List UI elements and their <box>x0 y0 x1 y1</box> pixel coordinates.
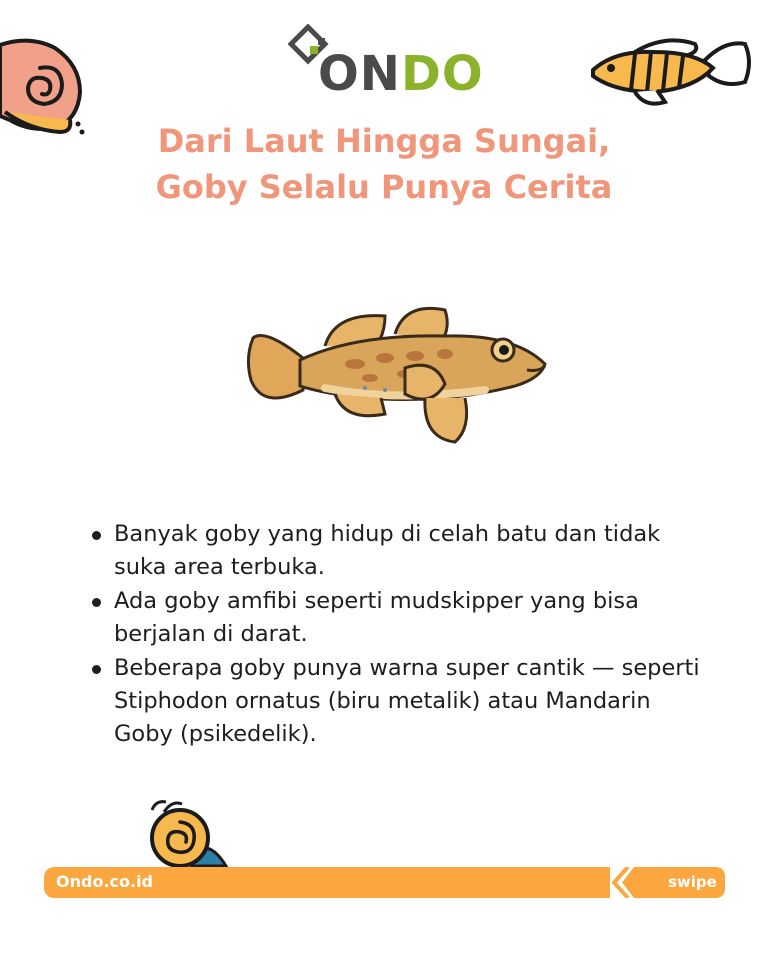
list-item: Ada goby amfibi seperti mudskipper yang bisa berjalan di darat. <box>88 585 708 651</box>
fact-list <box>88 518 708 752</box>
page-title <box>0 118 768 210</box>
goby-fish-illustration <box>245 298 555 448</box>
small-snail-icon <box>142 798 232 868</box>
logo-text-do: DO <box>400 46 484 102</box>
striped-fish-icon <box>585 32 755 112</box>
list-item: Banyak goby yang hidup di celah batu dan tidak suka area terbuka. <box>88 518 708 584</box>
footer-url[interactable]: Ondo.co.id <box>56 872 154 891</box>
logo-text-on: ON <box>318 46 401 102</box>
title-line-2: Goby Selalu Punya Cerita <box>155 168 613 206</box>
ondo-logo <box>288 18 488 102</box>
list-item: Beberapa goby punya warna super cantik — seperti Stiphodon ornatus (biru metalik) atau Mandarin Goby (psikedelik). <box>88 652 708 751</box>
swipe-label: swipe <box>668 873 717 891</box>
title-line-1: Dari Laut Hingga Sungai, <box>157 122 611 160</box>
